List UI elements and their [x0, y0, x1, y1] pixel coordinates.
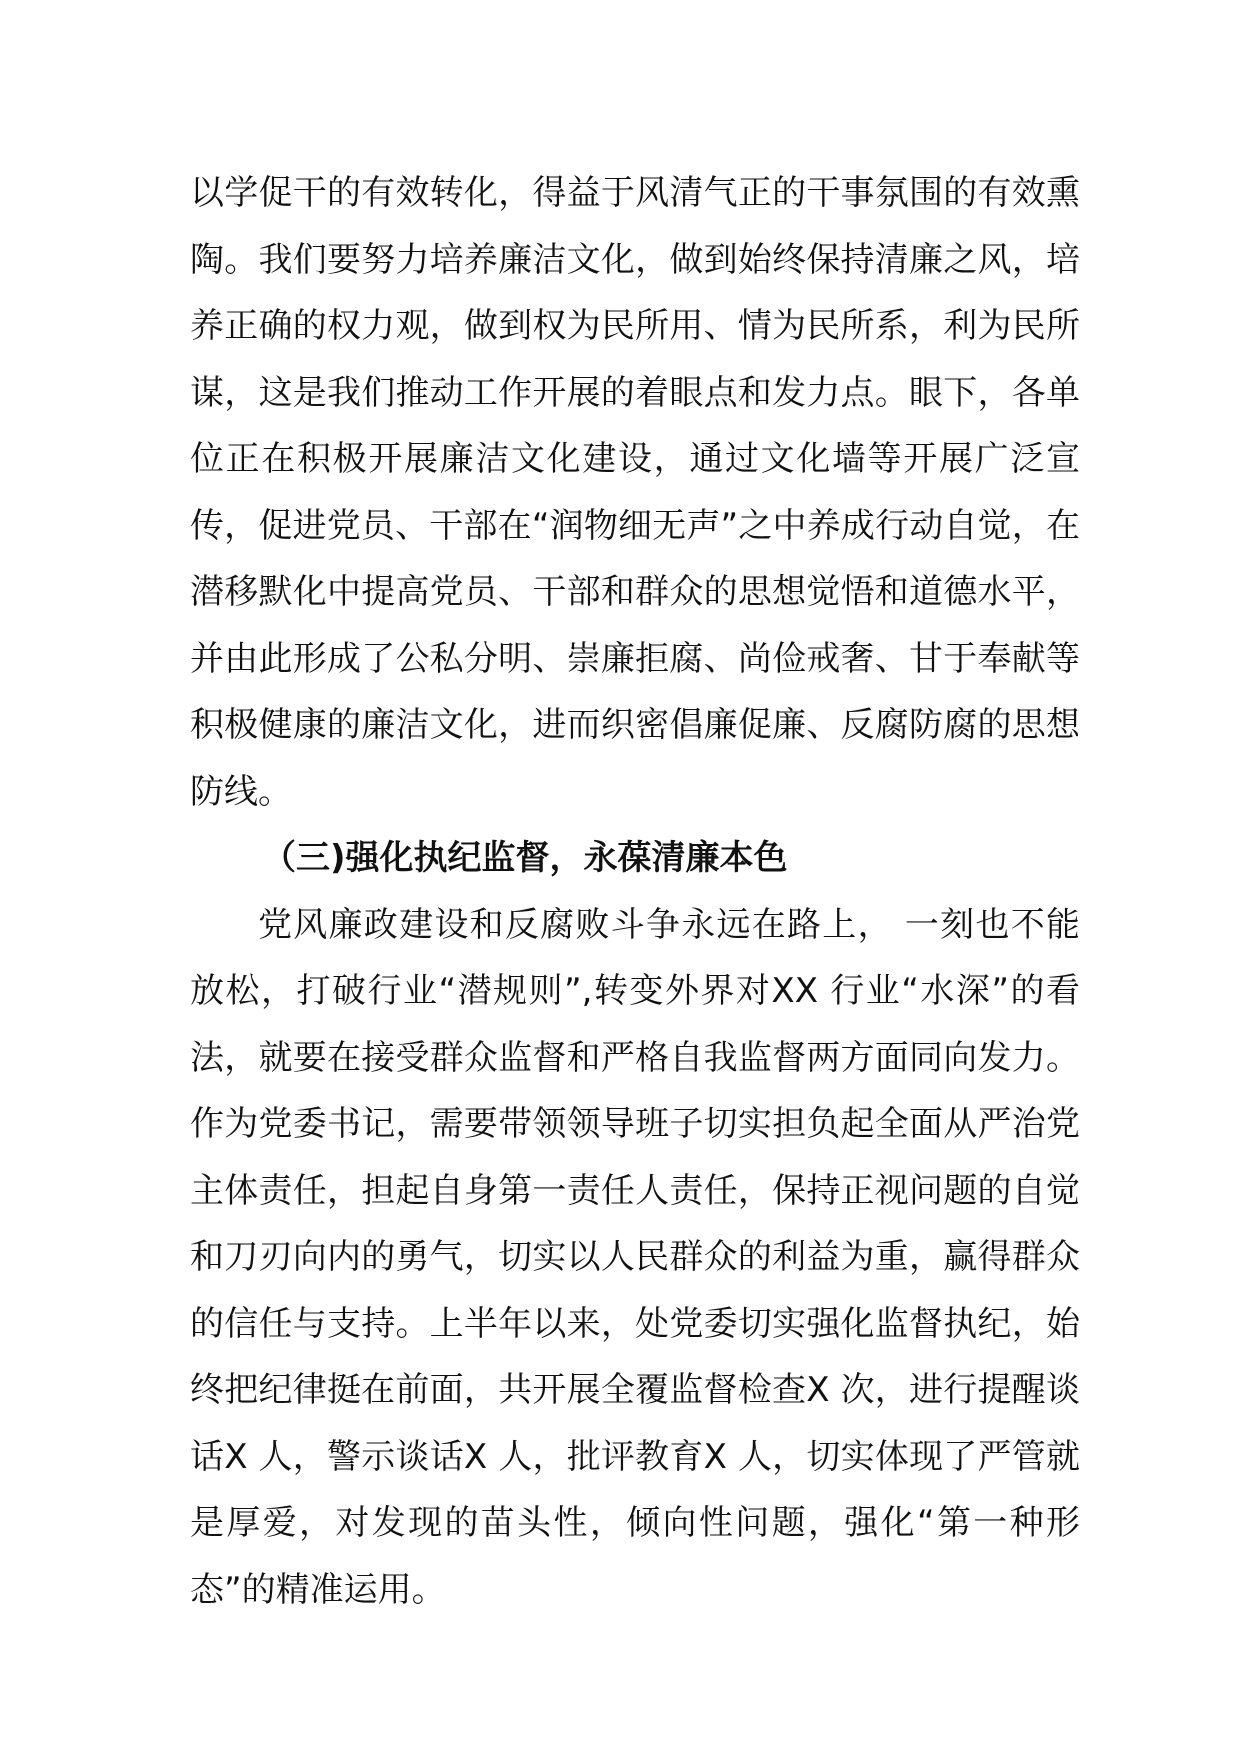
paragraph-supervision: 党风廉政建设和反腐败斗争永远在路上， 一刻也不能放松，打破行业“潜规则”,转变外界对XX 行业“水深”的看法，就要在接受群众监督和严格自我监督两方面同向发力。作为党委书记，需要带领领导班子切实担负起全面从严治党主体责任，担起自身第一责任人责任，保持正视问题的自觉和刀刃向内的勇气，切实以人民群众的利益为重，赢得群众的信任与支持。上半年以来，处党委切实强化监督执纪，始终把纪律挺在前面，共开展全覆监督检查X 次，进行提醒谈话X 人，警示谈话X 人，批评教育X 人，切实体现了严管就是厚爱，对发现的苗头性，倾向性问题，强化“第一种形态”的精准运用。: [190, 904, 1080, 1610]
document-body: [190, 160, 1080, 1623]
section-heading-3: （三)强化执纪监督，永葆清廉本色: [262, 838, 788, 878]
paragraph-culture: 以学促干的有效转化，得益于风清气正的干事氛围的有效熏陶。我们要努力培养廉洁文化，做到始终保持清廉之风，培养正确的权力观，做到权为民所用、情为民所系，利为民所谋，这是我们推动工作开展的着眼点和发力点。眼下，各单位正在积极开展廉洁文化建设，通过文化墙等开展广泛宣传，促进党员、干部在“润物细无声”之中养成行动自觉，在潜移默化中提高党员、干部和群众的思想觉悟和道德水平，并由此形成了公私分明、崇廉拒腐、尚俭戒奢、甘于奉献等积极健康的廉洁文化，进而织密倡廉促廉、反腐防腐的思想防线。: [190, 173, 1080, 812]
